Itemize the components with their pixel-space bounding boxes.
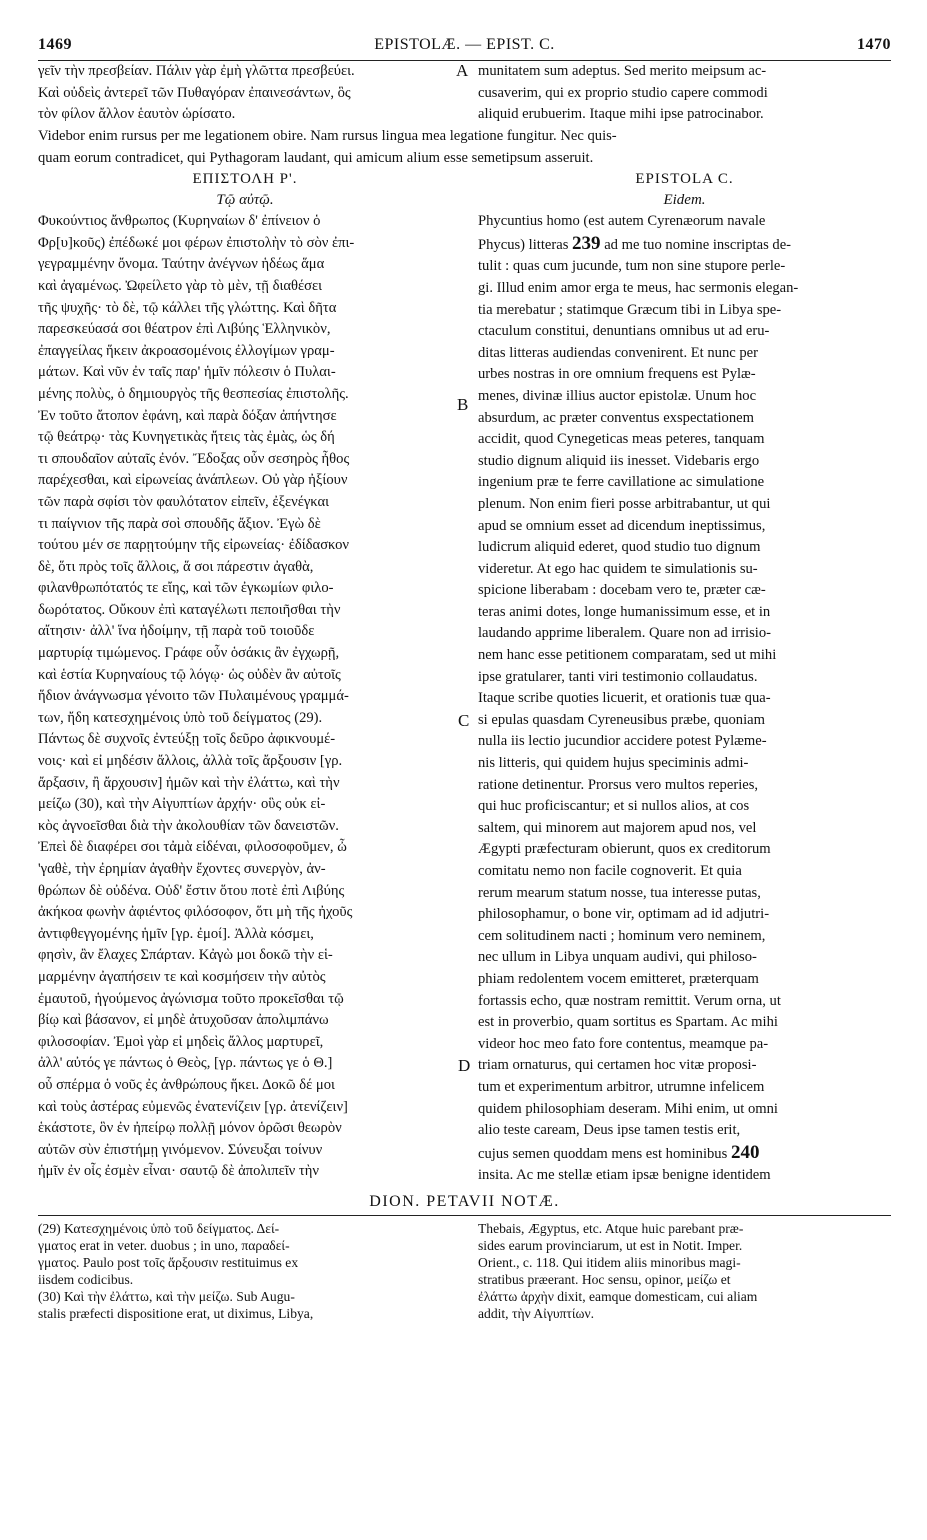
greek-text-line: τι σπουδαῖον αὐταῖς ἐνόν. Ἔδοξας οὖν σεσηρὸς ἦθος [38,450,350,467]
greek-text-line: καὶ τοὺς ἀστέρας εὐμενῶς ἐνατενίζειν [γρ. ἀτενίζειν] [38,1098,348,1115]
latin-text-line: tulit : quas cum jucunde, tum non sine stupore perle- [478,258,786,275]
latin-text-line: cujus semen quoddam mens est hominibus 240 [478,1141,760,1163]
greek-text-line: ἀντιφθεγγομένης ἡμῖν [γρ. ἐμοί]. Ἀλλὰ κόσμει, [38,925,314,942]
greek-text-line: δωρότατος. Οὔκουν ἐπὶ καταγέλωτι πεποιῆσθαι τὴν [38,601,341,618]
greek-text-line: ἥδιον ἀνάγνωσμα γένοιτο τῶν Πυλαιμένους γραμμά- [38,688,349,705]
latin-text-line: laudando apprime liberalem. Quare non ad irrisio- [478,625,771,642]
latin-text-line: teras animi dotes, longe humanissimum esse, et in [478,603,771,620]
latin-text-line: ratione detinentur. Prorsus vero multos reperies, [478,776,759,793]
greek-text-line: μένης πολὺς, ὁ δημιουργὸς τῆς θεσπεσίας ἐπιστολῆς. [38,385,349,402]
latin-text-line: menes, divinæ illius auctor epistolæ. Unum hoc [478,387,757,404]
note-line: iisdem codicibus. [38,1272,134,1288]
greek-text-line: τούτου μέν σε παρῃτούμην τῆς εἰρωνείας· ἐδίδασκον [38,537,349,554]
notes-divider [38,1215,891,1216]
margin-marker-c: C [458,711,470,731]
latin-text-line: Phycuntius homo (est autem Cyrenæorum navale [478,213,766,230]
intro-greek-column [38,61,452,126]
latin-text-line: absurdum, ac præter conventus exspectationem [478,409,754,426]
greek-text-line: των, ἤδη κατεσχημένοις ὑπὸ τοῦ δείγματος (29). [38,709,323,726]
latin-text-line: alio teste caream, Deus ipse tamen testis erit, [478,1122,741,1139]
notes-heading: DION. PETAVII NOTÆ. [369,1193,560,1211]
greek-text-line: φησὶν, ἂν ἔλαχες Σπάρταν. Κἀγὼ μοι δοκῶ τὴν εἱ- [38,947,333,964]
latin-text-line: ipse gratularer, tanti viri testimonio collaudatus. [478,668,758,685]
greek-text-line: ἀλλ' αὐτός γε πάντως ὁ Θεὸς, [γρ. πάντως γε ὁ Θ.] [38,1055,333,1072]
latin-text-line: studio dignum aliquid iis inesset. Videbaris ergo [478,452,760,469]
greek-text-line: καὶ ἀγαμένως. Ὠφείλετο γὰρ τὸ μὲν, τῇ διαθέσει [38,277,323,294]
running-title: EPISTOLÆ. — EPIST. C. [374,36,555,53]
greek-text-line: μείζω (30), καὶ τὴν Αἰγυπτίων ἀρχήν· οὓς οὐκ εἰ- [38,796,326,813]
greek-text-line: παρέχεσθαι, καὶ εἰρωνείας ἀνάπλεων. Οὐ γὰρ ἠξίουν [38,472,348,489]
greek-text-line: μάτων. Καὶ νῦν ἐν ταῖς παρ' ἡμῖν πόλεσιν ὁ Πυλαι- [38,364,336,381]
greek-text-line: αὐτῶν σὺν ἐπιστήμῃ γινόμενον. Σύνευξαι τοίνυν [38,1141,323,1158]
page-number-left: 1469 [38,36,72,53]
note-line: Thebais, Ægyptus, etc. Atque huic parebant præ- [478,1221,744,1237]
greek-text-line: γεγραμμένην ὄνομα. Ταύτην ἀνέγνων ἡδέως ἅμα [38,256,325,273]
notes-left-column [38,1220,452,1322]
page [38,36,891,1330]
greek-text-line: βίῳ καὶ βάσανον, εἰ μηδὲ ἀτυχοῦσαν ἀπολιμπάνω [38,1012,329,1029]
latin-text-line: videor hoc meo fato fore contentus, meamque pa- [478,1035,769,1052]
latin-text-column [478,211,891,1187]
latin-text-line: videretur. At ego hac quidem te simulationis su- [478,560,758,577]
latin-text-line: tia merebatur ; statimque Græcum tibi in Libya spe- [478,301,782,318]
column-number: 240 [730,1141,760,1163]
greek-text-line: μαρμένην ἀγαπήσειν τε καὶ κοσμήσειν τὴν αὐτὸς [38,968,326,985]
latin-text-line: cem solitudinem nacti ; hominum vero neminem, [478,927,766,944]
latin-text-line: Itaque scribe quoties licuerit, et orationis tuæ qua- [478,690,771,707]
latin-text-line: fortassis echo, quæ nostram remittit. Verum orna, ut [478,992,781,1009]
latin-title-block [478,169,891,211]
latin-text-line: gi. Illud enim amor erga te meus, hac sermonis elegan- [478,279,799,296]
latin-text-line: rerum mearum statum nosse, tua interesse putas, [478,884,761,901]
greek-text-line: ἐπαγγείλας ἥκειν ἀκροασομένοις ἐλλογίμων γραμ- [38,342,335,359]
greek-text-line: τῶν παρὰ σφίσι τὸν φαυλότατον εἰπεῖν, ἐξενέγκαι [38,493,330,510]
intro-block [38,61,891,126]
notes-block [38,1220,891,1330]
latin-text-line: nec ullum in Libya unquam audivi, qui philoso- [478,949,757,966]
latin-text-line: qui huc proficiscantur; et si nullos alios, at cos [478,798,750,815]
greek-text-line: θρώπων δὲ οὐδένα. Οὐδ' ἔστιν ὅτου ποτὲ ἐπὶ Λιβύης [38,882,345,899]
greek-text-line: ἄρξασιν, ἢ ἄρχουσιν] ἡμῶν καὶ τὴν ἐλάττω, καὶ τὴν [38,774,340,791]
note-line: ἐλάττω ἀρχὴν dixit, eamque domesticam, cui aliam [478,1289,758,1305]
latin-text-line: insita. Ac me stellæ etiam ipsæ benigne identidem [478,1167,771,1184]
greek-text-line: τι παίγνιον τῆς παρὰ σοὶ σπουδῆς ἄξιον. Ἐγὼ δὲ [38,515,321,532]
greek-text-line: δὲ, ὅτι πρὸς τοῖς ἄλλοις, ἅ σοι πάρεστιν ἀγαθὰ, [38,558,314,575]
latin-text-line: ingenium præ te ferre cavillatione ac simulatione [478,474,765,491]
full-width-line: quam eorum contradicet, qui Pythagoram laudant, qui amicum alium esse semetipsum asseruit. [38,149,594,166]
latin-text-line: nulla iis lectio jucundior accidere potest Pylæme- [478,733,767,750]
note-line: stratibus præerant. Hoc sensu, opinor, μείζω et [478,1272,731,1288]
latin-text-line: phiam redolentem vocem emitteret, præterquam [478,970,759,987]
greek-text-line: φιλοσοφίαν. Ἐμοὶ γὰρ εἰ μηδεὶς ἄλλος μαρτυρεῖ, [38,1033,324,1050]
greek-text-line: ἐμαυτοῦ, ἡγούμενος ἀγώνισμα τοῦτο προκεῖσθαι τῷ [38,990,344,1007]
latin-text-line: spicione liberabam : docebam vero te, præter cæ- [478,582,766,599]
greek-text-line: Φρ[υ]κοῦς) ἐπέδωκέ μοι φέρων ἐπιστολὴν τὸ σὸν ἐπι- [38,234,355,251]
latin-text-line: ditas litteras audiendas convenirent. Et nunc per [478,344,759,361]
latin-text-line: aliquid erubuerim. Itaque mihi ipse patrocinabor. [478,106,764,123]
greek-text-line: ἀκήκοα φωνὴν ἀφιέντος φιλόσοφον, ὅτι μὴ τῆς ἠχοῦς [38,904,353,921]
note-line: addit, τὴν Αἰγυπτίων. [478,1306,595,1322]
greek-text-line: ἑκάστοτε, ὃν ἐν ἠπείρῳ πολλῇ μόνον ὁρῶσι θεωρὸν [38,1120,342,1137]
epistle-body [38,211,891,1187]
note-line: γματος. Paulo post τοῖς ἄρξουσιν restituimus ex [38,1255,299,1271]
margin-marker-b: B [457,395,469,415]
latin-text-line: Phycus) litteras 239 ad me tuo nomine inscriptas de- [478,232,792,254]
latin-epistle-subtitle: Eidem. [663,192,706,209]
note-line: sides earum provinciarum, ut est in Notit. Imper. [478,1238,743,1254]
latin-text-line: apud se omnium esset ad dicendum ineptissimus, [478,517,766,534]
greek-epistle-subtitle: Τῷ αὐτῷ. [216,192,274,209]
latin-text-line: si epulas quasdam Cyreneusibus præbe, quoniam [478,711,765,728]
greek-text-line: νοις· καὶ εἰ μηδέσιν ἄλλοις, ἀλλὰ τοῖς ἄρξουσιν [γρ. [38,753,343,770]
greek-text-line: Ἐπεὶ δὲ διαφέρει σοι τἀμὰ εἰδέναι, φιλοσοφοῦμεν, ὦ [38,839,347,856]
latin-text-line: triam ornaturus, qui certamen hoc vitæ proposi- [478,1057,757,1074]
note-line: stalis præfecti dispositione erat, ut diximus, Libya, [38,1306,314,1322]
greek-text-line: μαρτυρίᾳ τιμώμενος. Γράφε οὖν ὁσάκις ἂν ἐγχωρῇ, [38,645,340,662]
latin-epistle-title: EPISTOLA C. [635,171,734,188]
column-number: 239 [572,232,601,254]
latin-text-line: munitatem sum adeptus. Sed merito meipsum ac- [478,63,767,79]
note-line: Orient., c. 118. Qui itidem aliis minoribus magi- [478,1255,741,1271]
greek-text-line: Πάντως δὲ συχνοῖς ἐντεύξῃ τοῖς δεῦρο ἀφικνουμέ- [38,731,336,748]
latin-text-line: philosophamur, o bone vir, optimam ad id adjutri- [478,906,770,923]
greek-text-line: 'γαθὲ, τὴν ἐρημίαν ἀγαθὴν ἔχοντες συνεργὸν, ἀν- [38,861,326,877]
intro-full-width [38,126,891,169]
latin-text-line: cusaverim, qui ex proprio studio capere commodi [478,84,768,101]
greek-text-column [38,211,452,1183]
greek-text-line: γεῖν τὴν πρεσβείαν. Πάλιν γὰρ ἐμὴ γλῶττα πρεσβεύει. [38,63,355,79]
margin-marker-d: D [458,1056,471,1076]
latin-text-line: accidit, quod Cynegeticas meas peteres, tanquam [478,431,765,448]
greek-title-block [38,169,452,211]
margin-marker-a: A [456,61,469,80]
note-line: γματος erat in veter. duobus ; in uno, παραδεί- [38,1238,290,1254]
latin-text-line: saltem, qui minorem aut majorem apud nos, vel [478,819,757,836]
latin-text-line: quidem philosophiam deseram. Mihi enim, ut omni [478,1100,778,1117]
latin-text-line: nem hanc esse petitionem comparatam, sed ut mihi [478,647,777,664]
greek-epistle-title: ΕΠΙΣΤΟΛΗ Ρ'. [192,171,298,188]
latin-text-line: comitatu nemo non facile cognoverit. Et quia [478,863,742,879]
latin-text-line: nis litteris, qui quidem hujus speciminis admi- [478,755,749,772]
latin-text-line: ludicrum aliquid ederet, quod studio tuo dignum [478,539,761,556]
greek-text-line: τῆς ψυχῆς· τὸ δὲ, τῷ κάλλει τῆς γλώττης. Καὶ δῆτα [38,299,337,316]
greek-text-line: οὗ σπέρμα ὁ νοῦς ἐς ἀνθρώπους ἥκει. Δοκῶ δέ μοι [38,1076,335,1093]
latin-text-line: ctaculum constitui, denuntians omnibus ut ad eru- [478,323,770,340]
greek-text-line: καὶ ἑστία Κυρηναίους τῷ λόγῳ· ὡς οὐδὲν ἂν αὐτοῖς [38,666,341,683]
latin-text-line: est in proverbio, quam sortitus es Spartam. Ac mihi [478,1014,778,1031]
greek-text-line: Καὶ οὐδεὶς ἀντερεῖ τῶν Πυθαγόραν ἐπαινεσάντων, ὃς [38,84,351,101]
notes-right-column [478,1220,891,1322]
intro-latin-column [478,61,891,126]
latin-text-line: urbes nostras in ore omnium frequens est Pylæ- [478,366,756,383]
greek-text-line: αἴτησιν· ἀλλ' ἵνα ἡδοίμην, τῇ παρὰ τοῦ τοιοῦδε [38,623,315,640]
latin-text-line: plenum. Non enim fieri posse arbitrabantur, ut qui [478,495,771,512]
greek-text-line: ἡμῖν ἐν οἷς ἐσμὲν εἶναι· σαυτῷ δὲ ἀπολιπεῖν τὴν [38,1163,319,1180]
greek-text-line: φιλανθρωπότατός τε εἴης, καὶ τῶν ἐγκωμίων φιλο- [38,580,334,597]
latin-text-line: Ægypti præfecturam obierunt, quos ex creditorum [478,841,771,858]
greek-text-line: τὸν φίλον ἄλλον ἑαυτὸν ὡρίσατο. [38,106,236,123]
greek-text-line: Φυκούντιος ἄνθρωπος (Κυρηναίων δ' ἐπίνειον ὁ [38,213,321,230]
greek-text-line: κὸς ἀγνοεῖσθαι διὰ τὴν ἀκολουθίαν τῶν δανειστῶν. [38,817,339,834]
greek-text-line: Ἐν τοῦτο ἄτοπον ἐφάνη, καὶ παρὰ δόξαν ἀπήντησε [38,407,337,424]
greek-text-line: τῷ θεάτρῳ· τὰς Κυνηγετικὰς ἤτεις τὰς ἐμὰς, ὡς δή [38,429,335,446]
note-line: (30) Καὶ τὴν ἐλάττω, καὶ τὴν μείζω. Sub Augu- [38,1289,295,1305]
note-line: (29) Κατεσχημένοις ὑπὸ τοῦ δείγματος. Δεί- [38,1221,280,1237]
greek-text-line: παρεσκεύασά σοι θέατρον ἐπὶ Λιβύης Ἑλληνικὸν, [38,321,331,338]
epistle-titles [38,169,891,211]
page-header [38,36,891,61]
full-width-line: Videbor enim rursus per me legationem obire. Nam rursus lingua mea legatione fungitur. Nec quis- [38,128,617,144]
latin-text-line: tum et experimentum arbitror, utrumne infelicem [478,1078,765,1095]
page-number-right: 1470 [857,36,891,53]
